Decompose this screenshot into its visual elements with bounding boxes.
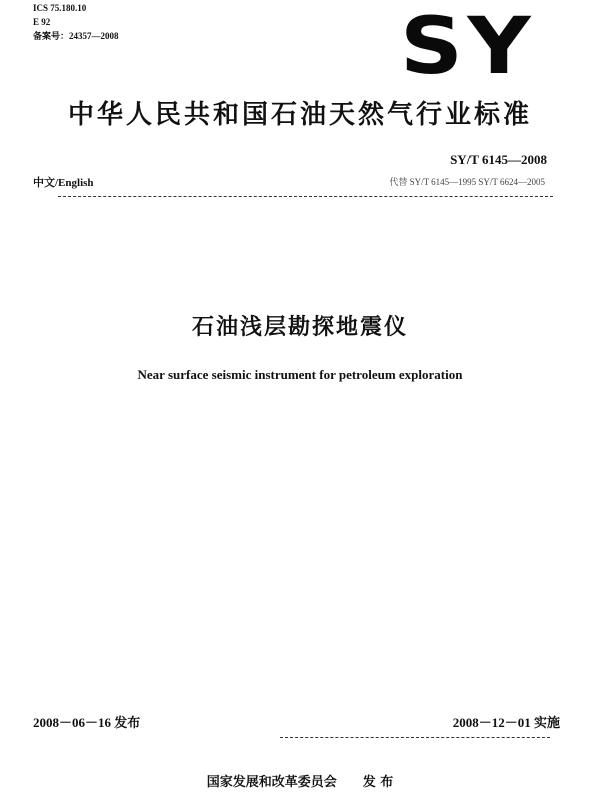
standard-code: SY/T 6145—2008 (450, 152, 547, 167)
publisher-line (0, 771, 600, 790)
effective-date: 2008－12－01 实施 (452, 715, 560, 730)
document-title-cn: 石油浅层勘探地震仪 (191, 315, 408, 340)
ics-code: ICS 75.180.10 (33, 3, 87, 13)
document-title-en: Near surface seismic instrument for petroleum exploration (137, 367, 463, 382)
header-divider (58, 196, 553, 197)
replaces-note: 代替 SY/T 6145—1995 SY/T 6624—2005 (389, 177, 545, 187)
footer-divider (280, 737, 550, 738)
publisher-action: 发 布 (362, 775, 394, 790)
language-label: 中文/English (33, 177, 94, 189)
publisher-name: 国家发展和改革委员会 (206, 775, 337, 790)
standard-type-heading: 中华人民共和国石油天然气行业标准 (67, 100, 532, 130)
sy-logo: SY (400, 2, 536, 92)
classification-code: E 92 (33, 17, 51, 27)
record-number: 备案号：24357—2008 (33, 31, 119, 41)
issue-date: 2008－06－16 发布 (33, 715, 141, 730)
